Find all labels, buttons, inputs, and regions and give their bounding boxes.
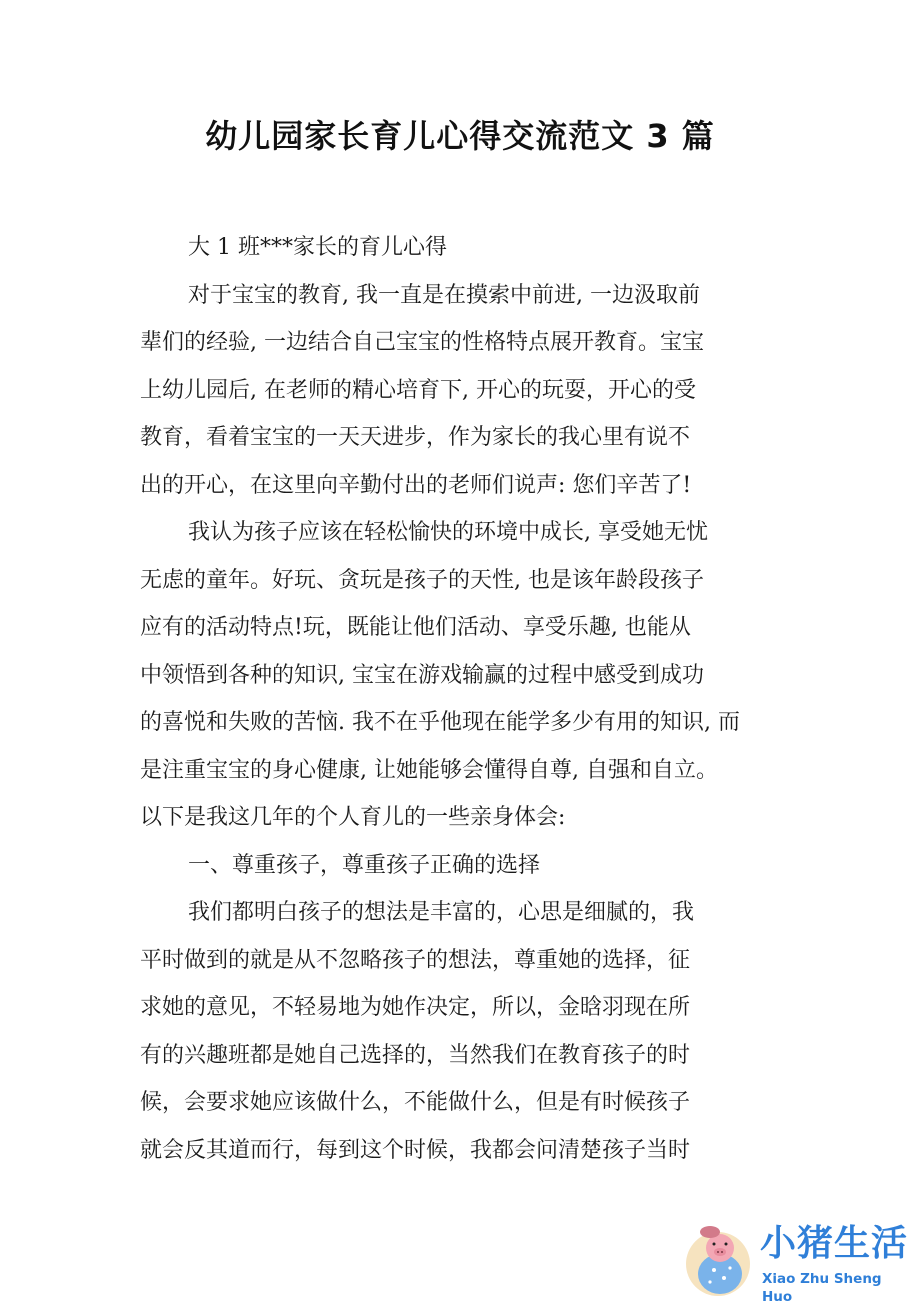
paragraph-line: 一、尊重孩子，尊重孩子正确的选择 — [188, 852, 541, 878]
paragraph-line: 应有的活动特点!玩，既能让他们活动、享受乐趣, 也能从 — [140, 615, 691, 640]
paragraph-line: 以下是我这几年的个人育儿的一些亲身体会: — [140, 805, 566, 830]
pig-mascot-icon — [680, 1218, 758, 1298]
paragraph-line: 对于宝宝的教育, 我一直是在摸索中前进, 一边汲取前 — [188, 282, 700, 308]
paragraph-line: 就会反其道而行，每到这个时候，我都会问清楚孩子当时 — [140, 1137, 691, 1163]
paragraph-line: 候，会要求她应该做什么，不能做什么，但是有时候孩子 — [140, 1090, 691, 1115]
paragraph-line: 大 1 班***家长的育儿心得 — [188, 235, 447, 260]
watermark-logo — [680, 1218, 916, 1305]
document-body — [140, 224, 820, 1174]
paragraph-line: 平时做到的就是从不忽略孩子的想法，尊重她的选择，征 — [140, 947, 691, 973]
paragraph-line: 是注重宝宝的身心健康, 让她能够会懂得自尊, 自强和自立。 — [140, 757, 718, 783]
paragraph-line: 中领悟到各种的知识, 宝宝在游戏输赢的过程中感受到成功 — [140, 662, 704, 688]
paragraph-line: 无虑的童年。好玩、贪玩是孩子的天性, 也是该年龄段孩子 — [140, 567, 704, 593]
paragraph-line: 辈们的经验, 一边结合自己宝宝的性格特点展开教育。宝宝 — [140, 330, 704, 355]
paragraph-line: 的喜悦和失败的苦恼. 我不在乎他现在能学多少有用的知识, 而 — [140, 710, 740, 735]
paragraph-line: 我认为孩子应该在轻松愉快的环境中成长, 享受她无忧 — [188, 520, 708, 545]
paragraph-line: 出的开心，在这里向辛勤付出的老师们说声: 您们辛苦了! — [140, 472, 692, 498]
paragraph-line: 求她的意见，不轻易地为她作决定，所以，金晗羽现在所 — [140, 995, 691, 1020]
paragraph-line: 教育，看着宝宝的一天天进步，作为家长的我心里有说不 — [140, 425, 691, 450]
paragraph-line: 我们都明白孩子的想法是丰富的，心思是细腻的，我 — [188, 900, 695, 925]
paragraph-line: 上幼儿园后, 在老师的精心培育下, 开心的玩耍，开心的受 — [140, 377, 696, 403]
document-title: 幼儿园家长育儿心得交流范文 3 篇 — [205, 117, 715, 155]
watermark-name-cn: 小猪生活 — [760, 1223, 909, 1264]
paragraph-line: 有的兴趣班都是她自己选择的，当然我们在教育孩子的时 — [140, 1042, 691, 1068]
watermark-name-en: Xiao Zhu Sheng Huo — [762, 1271, 882, 1305]
